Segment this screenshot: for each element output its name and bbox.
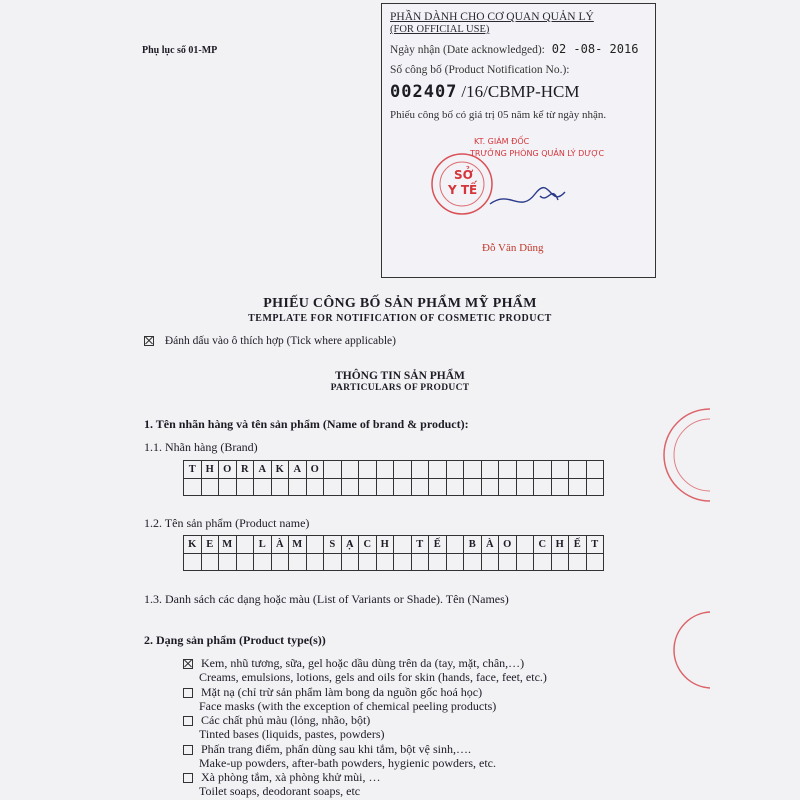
brand-char-cell xyxy=(517,461,535,479)
product-type-option xyxy=(183,742,471,757)
product-type-option-en: Face masks (with the exception of chemical peeling products) xyxy=(199,698,497,713)
form-title-en: TEMPLATE FOR NOTIFICATION OF COSMETIC PRODUCT xyxy=(248,313,552,324)
brand-char-cell xyxy=(482,479,500,497)
svg-text:TRƯỞNG PHÒNG QUẢN LÝ DƯỢC: TRƯỞNG PHÒNG QUẢN LÝ DƯỢC xyxy=(470,149,605,158)
product-char-cell: B xyxy=(464,536,482,554)
date-acknowledged-label: Ngày nhận (Date acknowledged): xyxy=(390,44,545,56)
brand-char-cell xyxy=(482,461,500,479)
brand-char-cell xyxy=(412,461,430,479)
product-char-cell: K xyxy=(184,536,202,554)
product-char-cell: S xyxy=(324,536,342,554)
edge-seal-stamp-upper xyxy=(650,395,710,525)
product-type-option-en: Creams, emulsions, lotions, gels and oils for skin (hands, face, feet, etc.) xyxy=(199,670,547,684)
product-char-cell xyxy=(219,554,237,572)
product-char-cell: H xyxy=(552,536,570,554)
checked-box-icon xyxy=(183,659,193,669)
variants-label: 1.3. Danh sách các dạng hoặc màu (List of Variants or Shade). Tên (Names) xyxy=(144,592,509,606)
brand-char-cell xyxy=(272,479,290,497)
product-char-cell xyxy=(394,536,412,554)
brand-char-cell: O xyxy=(307,461,325,479)
product-char-cell xyxy=(272,554,290,572)
brand-char-cell xyxy=(447,479,465,497)
brand-char-cell xyxy=(307,479,325,497)
brand-char-cell xyxy=(219,479,237,497)
product-char-cell xyxy=(237,536,255,554)
product-char-cell xyxy=(289,554,307,572)
brand-char-cell xyxy=(394,479,412,497)
brand-char-cell xyxy=(534,461,552,479)
product-char-cell: T xyxy=(587,536,605,554)
brand-char-cell xyxy=(359,461,377,479)
notification-label: Số công bố (Product Notification No.): xyxy=(390,64,570,76)
product-char-cell xyxy=(482,554,500,572)
brand-char-cell: K xyxy=(272,461,290,479)
brand-char-cell xyxy=(552,461,570,479)
product-char-cell xyxy=(499,554,517,572)
svg-text:KT. GIÁM ĐỐC: KT. GIÁM ĐỐC xyxy=(474,137,530,146)
product-char-cell: L xyxy=(254,536,272,554)
product-char-cell: M xyxy=(219,536,237,554)
product-char-cell xyxy=(254,554,272,572)
signer-name: Đỗ Văn Dũng xyxy=(482,242,544,254)
product-char-cell xyxy=(324,554,342,572)
brand-char-cell xyxy=(324,461,342,479)
brand-char-cell xyxy=(324,479,342,497)
product-char-cell xyxy=(429,554,447,572)
product-char-cell xyxy=(359,554,377,572)
product-char-cell: O xyxy=(499,536,517,554)
product-char-cell xyxy=(552,554,570,572)
brand-char-cell xyxy=(464,461,482,479)
product-type-option xyxy=(183,770,380,785)
product-type-option-en: Make-up powders, after-bath powders, hygienic powders, etc. xyxy=(199,755,496,770)
svg-text:Y TẾ: Y TẾ xyxy=(448,183,478,197)
product-char-cell: M xyxy=(289,536,307,554)
product-char-cell xyxy=(447,554,465,572)
brand-char-cell xyxy=(499,479,517,497)
brand-char-cell: R xyxy=(237,461,255,479)
official-use-subtitle: (FOR OFFICIAL USE) xyxy=(390,24,490,35)
brand-char-cell xyxy=(342,461,360,479)
brand-char-cell xyxy=(429,479,447,497)
section-2-heading: 2. Dạng sản phẩm (Product type(s)) xyxy=(144,633,326,647)
product-char-cell xyxy=(342,554,360,572)
product-char-cell: Ế xyxy=(569,536,587,554)
official-use-title: PHẦN DÀNH CHO CƠ QUAN QUẢN LÝ xyxy=(390,11,594,23)
product-char-cell xyxy=(412,554,430,572)
product-char-cell xyxy=(184,554,202,572)
empty-checkbox-icon xyxy=(183,716,193,726)
product-char-cell: E xyxy=(202,536,220,554)
notification-number: 002407 xyxy=(390,82,458,102)
brand-char-cell xyxy=(464,479,482,497)
product-type-option-en: Toilet soaps, deodorant soaps, etc xyxy=(199,784,361,798)
product-char-cell xyxy=(517,554,535,572)
product-char-cell xyxy=(307,536,325,554)
product-char-cell: Ế xyxy=(429,536,447,554)
brand-char-cell xyxy=(359,479,377,497)
brand-label: 1.1. Nhãn hàng (Brand) xyxy=(144,440,258,454)
svg-text:SỞ: SỞ xyxy=(454,168,474,182)
product-char-cell xyxy=(447,536,465,554)
product-char-cell xyxy=(394,554,412,572)
brand-char-cell xyxy=(394,461,412,479)
product-char-cell xyxy=(307,554,325,572)
brand-char-cell xyxy=(517,479,535,497)
brand-char-cell xyxy=(254,479,272,497)
product-type-option xyxy=(183,656,524,671)
brand-char-cell xyxy=(412,479,430,497)
official-use-box xyxy=(381,3,656,278)
tick-note-text: Đánh dấu vào ô thích hợp (Tick where applicable) xyxy=(164,335,396,347)
brand-char-cell xyxy=(202,479,220,497)
product-char-cell xyxy=(587,554,605,572)
section-title-vn: THÔNG TIN SẢN PHẨM xyxy=(335,370,465,382)
product-char-cell: H xyxy=(377,536,395,554)
notification-suffix: /16/CBMP-HCM xyxy=(461,82,580,101)
brand-char-cell: T xyxy=(184,461,202,479)
product-char-cell xyxy=(517,536,535,554)
brand-char-cell xyxy=(289,479,307,497)
product-char-cell: À xyxy=(272,536,290,554)
brand-char-cell xyxy=(534,479,552,497)
product-char-cell: C xyxy=(534,536,552,554)
date-acknowledged-row xyxy=(390,42,638,56)
product-char-cell: Ạ xyxy=(342,536,360,554)
brand-char-cell xyxy=(569,461,587,479)
product-char-cell: T xyxy=(412,536,430,554)
brand-char-cell: O xyxy=(219,461,237,479)
edge-seal-stamp-lower xyxy=(670,600,710,700)
product-type-option-vn: Các chất phủ màu (lỏng, nhão, bột) xyxy=(201,713,371,727)
brand-char-cell xyxy=(587,479,605,497)
product-name-grid xyxy=(183,535,604,571)
brand-char-cell xyxy=(184,479,202,497)
appendix-label: Phụ lục số 01-MP xyxy=(142,45,218,56)
product-char-cell: À xyxy=(482,536,500,554)
official-seal-stamp xyxy=(430,134,630,244)
product-type-option-vn: Mặt nạ (chỉ trừ sản phẩm làm bong da nguồn gốc hoá học) xyxy=(201,684,483,699)
brand-char-cell: H xyxy=(202,461,220,479)
brand-char-cell xyxy=(429,461,447,479)
validity-note: Phiếu công bố có giá trị 05 năm kể từ ngày nhận. xyxy=(390,109,607,121)
notification-number-row xyxy=(390,82,580,102)
brand-char-cell xyxy=(499,461,517,479)
product-name-label: 1.2. Tên sản phẩm (Product name) xyxy=(144,516,310,530)
empty-checkbox-icon xyxy=(183,745,193,755)
product-char-cell xyxy=(237,554,255,572)
brand-char-cell: A xyxy=(254,461,272,479)
product-type-option-en: Tinted bases (liquids, pastes, powders) xyxy=(199,727,385,741)
form-title-vn: PHIẾU CÔNG BỐ SẢN PHẨM MỸ PHẨM xyxy=(263,296,537,311)
empty-checkbox-icon xyxy=(183,688,193,698)
product-char-cell xyxy=(202,554,220,572)
brand-char-cell xyxy=(377,479,395,497)
brand-char-cell: A xyxy=(289,461,307,479)
brand-char-cell xyxy=(552,479,570,497)
section-1-heading: 1. Tên nhãn hàng và tên sản phẩm (Name of brand & product): xyxy=(144,417,469,431)
brand-char-cell xyxy=(569,479,587,497)
product-char-cell xyxy=(569,554,587,572)
empty-checkbox-icon xyxy=(183,773,193,783)
product-char-cell xyxy=(534,554,552,572)
brand-char-cell xyxy=(587,461,605,479)
date-acknowledged-value: 02 -08- 2016 xyxy=(551,42,639,56)
product-char-cell: C xyxy=(359,536,377,554)
brand-grid xyxy=(183,460,604,496)
product-char-cell xyxy=(377,554,395,572)
product-type-option xyxy=(183,713,370,728)
product-type-option-vn: Kem, nhũ tương, sữa, gel hoặc dầu dùng trên da (tay, mặt, chân,…) xyxy=(201,656,525,670)
brand-char-cell xyxy=(237,479,255,497)
product-type-option-vn: Xà phòng tắm, xà phòng khử mùi, … xyxy=(201,770,381,784)
product-type-option xyxy=(183,685,482,700)
product-type-option-vn: Phấn trang điểm, phấn dùng sau khi tắm, bột vệ sinh,…. xyxy=(201,741,471,756)
brand-char-cell xyxy=(447,461,465,479)
checked-box-icon xyxy=(144,336,154,346)
brand-char-cell xyxy=(377,461,395,479)
product-char-cell xyxy=(464,554,482,572)
section-title-en: PARTICULARS OF PRODUCT xyxy=(330,383,470,393)
tick-note xyxy=(144,335,396,347)
brand-char-cell xyxy=(342,479,360,497)
